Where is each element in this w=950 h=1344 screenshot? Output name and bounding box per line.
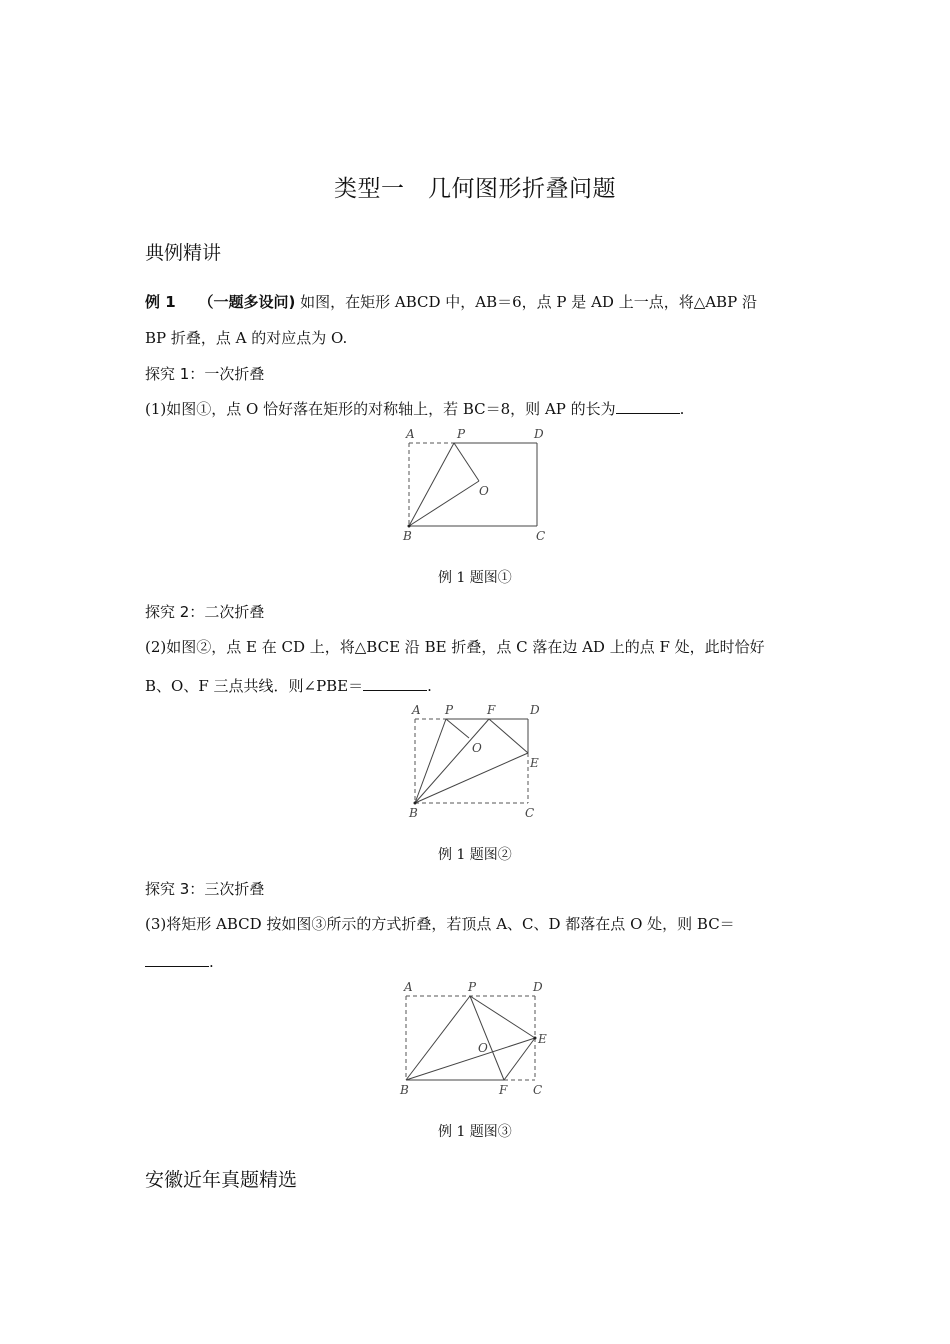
example-line-1 (145, 291, 757, 312)
label-E: E (538, 1032, 547, 1046)
example-line-2: BP 折叠，点 A 的对应点为 O. (145, 329, 348, 347)
explore1-title: 一次折叠 (204, 365, 265, 383)
label-C: C (536, 529, 546, 543)
explore1-prefix: 探究 1： (145, 365, 205, 383)
figure-2-caption: 例 1 题图② (438, 847, 512, 863)
explore3-question-line1: (3)将矩形 ABCD 按如图③所示的方式折叠，若顶点 A、C、D 都落在点 O 处，则 BC＝ (145, 915, 735, 933)
label-P: P (468, 980, 477, 994)
label-P: P (445, 703, 454, 717)
explore3-question-line2 (145, 952, 214, 971)
explore2-prefix: 探究 2： (145, 603, 205, 621)
section-heading-anhui: 安徽近年真题精选 (145, 1169, 298, 1191)
example-tag: （一题多设问) (198, 293, 296, 311)
label-A: A (406, 427, 415, 441)
answer-blank-2[interactable] (363, 676, 427, 691)
label-B: B (409, 806, 418, 820)
explore1-end: . (679, 400, 685, 418)
explore2-question-line2 (145, 675, 432, 696)
explore2-heading (145, 601, 264, 622)
label-C: C (525, 806, 535, 820)
figure-3 (395, 978, 555, 1098)
example-text: 如图，在矩形 ABCD 中，AB＝6，点 P 是 AD 上一点，将△ABP 沿 (300, 293, 757, 311)
label-E: E (530, 756, 539, 770)
label-A: A (404, 980, 413, 994)
explore2-question-line1: (2)如图②，点 E 在 CD 上，将△BCE 沿 BE 折叠，点 C 落在边 AD 上的点 F 处，此时恰好 (145, 638, 765, 656)
explore1-question (145, 398, 684, 419)
label-O: O (472, 741, 482, 755)
answer-blank-1[interactable] (616, 399, 680, 414)
explore2-question-text: B、O、F 三点共线．则∠PBE＝ (145, 677, 364, 695)
answer-blank-3[interactable] (145, 952, 209, 967)
figure-3-caption: 例 1 题图③ (438, 1124, 512, 1140)
explore3-heading (145, 878, 264, 899)
label-D: D (530, 703, 540, 717)
figure-2 (400, 700, 550, 825)
label-O: O (479, 484, 489, 498)
label-B: B (400, 1083, 409, 1097)
label-C: C (533, 1083, 543, 1097)
label-F: F (487, 703, 496, 717)
explore2-title: 二次折叠 (204, 603, 265, 621)
label-O: O (478, 1041, 488, 1055)
figure-1 (395, 425, 555, 545)
page-title: 类型一 几何图形折叠问题 (334, 176, 616, 202)
explore1-heading (145, 363, 264, 384)
explore3-prefix: 探究 3： (145, 880, 205, 898)
figure-1-caption: 例 1 题图① (438, 570, 512, 586)
label-A: A (412, 703, 421, 717)
label-D: D (533, 980, 543, 994)
label-D: D (534, 427, 544, 441)
explore3-end: . (209, 953, 214, 971)
label-B: B (403, 529, 412, 543)
explore2-end: . (427, 677, 432, 695)
label-P: P (457, 427, 466, 441)
example-label: 例 1 (145, 293, 176, 311)
section-heading-examples: 典例精讲 (145, 242, 222, 264)
explore3-title: 三次折叠 (204, 880, 265, 898)
label-F: F (499, 1083, 508, 1097)
explore1-question-text: (1)如图①，点 O 恰好落在矩形的对称轴上，若 BC＝8，则 AP 的长为 (145, 400, 616, 418)
